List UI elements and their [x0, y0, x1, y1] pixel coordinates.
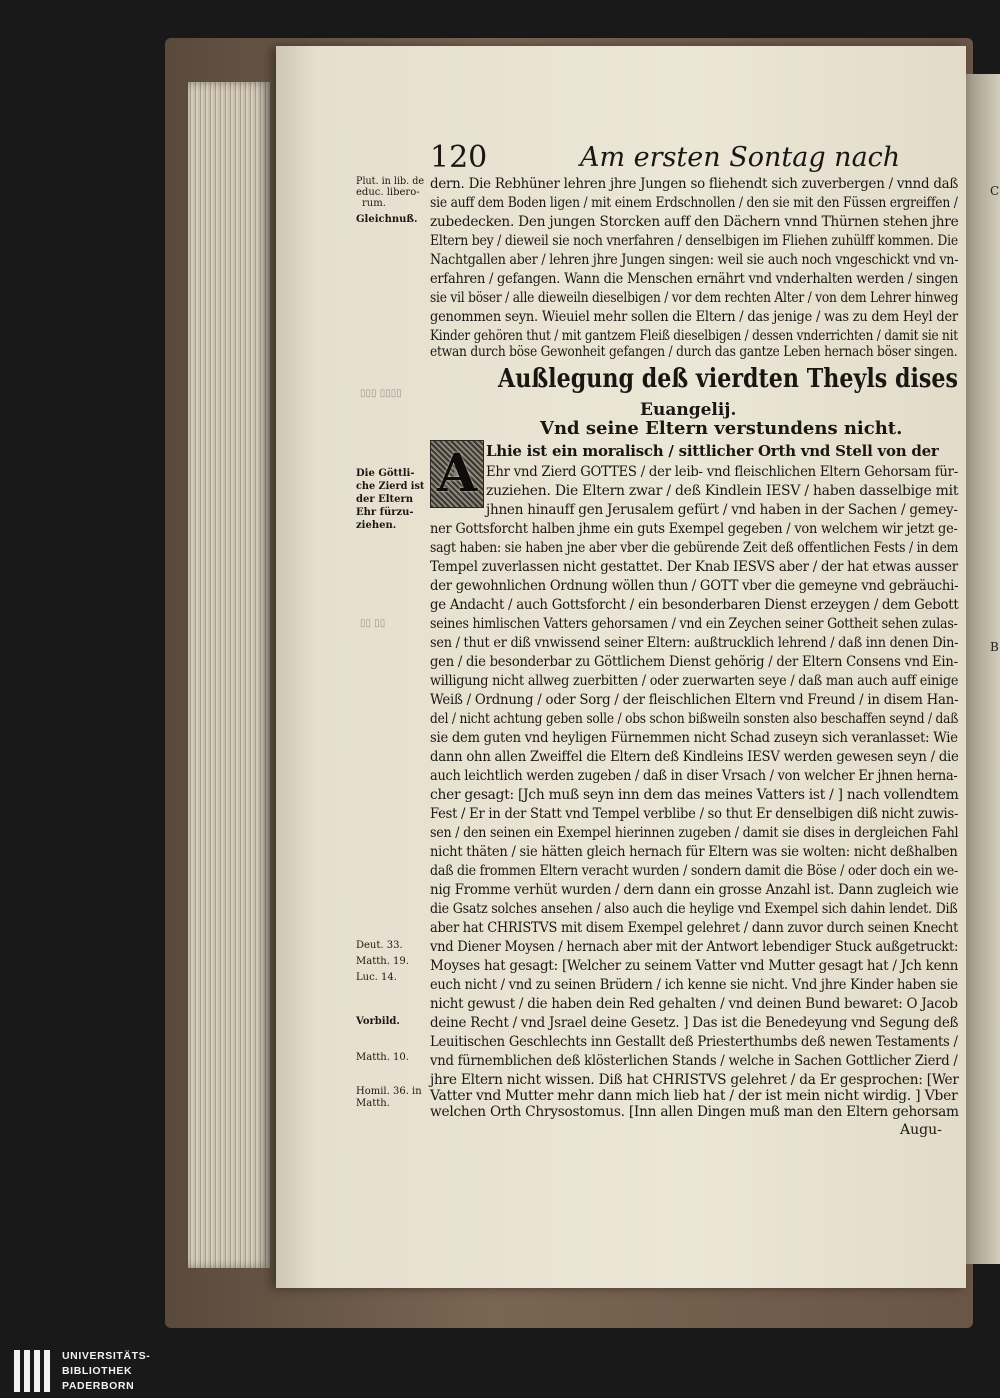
- body-line: sen / thut er diß vnwissend seiner Eltern: außtrucklich lehrend / daß inn denen Din-: [430, 635, 959, 651]
- body-line: die Gsatz solches ansehen / also auch die heylige vnd Exempel sich dahin lendet. Diß: [430, 901, 958, 917]
- decorated-initial: [430, 440, 484, 508]
- facing-page-mark: B: [990, 640, 999, 654]
- body-line: Lhie ist ein moralisch / sittlicher Orth vnd Stell von der: [486, 442, 939, 460]
- margin-note: che Zierd ist: [356, 481, 425, 492]
- margin-note: ziehen.: [356, 520, 397, 531]
- body-line: euch nicht / vnd zu seinen Brüdern / ich kenne sie nicht. Vnd jhre Kinder haben sie: [430, 977, 958, 993]
- body-line: nicht thäten / sie hätten gleich hernach für Eltern was sie wolten: nicht deßhalben: [430, 844, 958, 860]
- body-line: jhnen hinauff gen Jerusalem gefürt / vnd haben in der Sachen / gemey-: [486, 502, 958, 518]
- body-line: Moyses hat gesagt: [Welcher zu seinem Vatter vnd Mutter gesagt hat / Jch kenn: [430, 958, 959, 974]
- body-line: Vatter vnd Mutter mehr dann mich lieb hat / der ist mein nicht wirdig. ] Vber: [430, 1088, 958, 1104]
- body-line: etwan durch böse Gewonheit gefangen / durch das gantze Leben hernach böser singen.: [430, 344, 958, 360]
- body-line: vnd Diener Moysen / hernach aber mit der Antwort lebendiger Stuck außgetruckt:: [430, 939, 959, 955]
- body-line: Ehr vnd Zierd GOTTES / der leib- vnd fleischlichen Eltern Gehorsam für-: [486, 464, 958, 480]
- margin-note: Die Göttli-: [356, 468, 415, 479]
- body-line: Weiß / Ordnung / oder Sorg / der fleischlichen Eltern vnd Freund / in disem Han-: [430, 692, 959, 708]
- body-line: deine Recht / vnd Jsrael deine Gesetz. ] Das ist die Benedeyung vnd Segung deß: [430, 1015, 959, 1031]
- body-line: nig Fromme verhüt wurden / dern dann ein grosse Anzahl ist. Dann zugleich wie: [430, 882, 959, 898]
- body-line: dann ohn allen Zweiffel die Eltern deß Kindleins IESV werden gewesen seyn / die: [430, 749, 959, 765]
- library-name-line: BIBLIOTHEK: [62, 1365, 133, 1377]
- margin-note: Matth. 19.: [356, 956, 409, 967]
- body-line: erfahren / gefangen. Wann die Menschen ernährt vnd vnderhalten werden / singen: [430, 271, 959, 287]
- margin-note: Gleichnuß.: [356, 214, 418, 225]
- body-line: Leuitischen Geschlechts inn Gestallt deß Priesterthumbs deß newen Testaments /: [430, 1034, 958, 1050]
- body-line: welchen Orth Chrysostomus. [Inn allen Dingen muß man den Eltern gehorsam: [430, 1104, 959, 1120]
- body-line: ner Gottsforcht halben jhme ein guts Exempel gegeben / von welchem wir jetzt ge-: [430, 521, 958, 537]
- catchword: Augu-: [900, 1122, 942, 1138]
- margin-note: Luc. 14.: [356, 972, 397, 983]
- body-line: sagt haben: sie haben jne aber vber die gebürende Zeit deß offentlichen Fests / in dem: [430, 540, 959, 556]
- body-line: Tempel zuverlassen nicht gestattet. Der Knab IESVS aber / der hat etwas ausser: [430, 559, 958, 575]
- margin-note: Matth.: [356, 1098, 390, 1109]
- initial-letter: A: [436, 443, 478, 504]
- library-logo-icon: [12, 1348, 54, 1394]
- margin-note: Ehr fürzu-: [356, 507, 414, 518]
- library-name-line: UNIVERSITÄTS-: [62, 1350, 151, 1362]
- body-line: der gewohnlichen Ordnung wöllen thun / GOTT vber die gemeyne vnd gebräuchi-: [430, 578, 959, 594]
- running-title: Am ersten Sontag nach: [580, 142, 901, 173]
- body-line: daß die frommen Eltern veracht wurden / sondern damit die Böse / oder doch ein we-: [430, 863, 959, 879]
- show-through-text: ▯▯ ▯▯: [360, 618, 386, 629]
- body-line: zuziehen. Die Eltern zwar / deß Kindlein IESV / haben dasselbige mit: [486, 483, 959, 499]
- scripture-verse-heading: Vnd seine Eltern verstundens nicht.: [540, 418, 903, 439]
- body-line: aber hat CHRISTVS mit disem Exempel gelehret / dann zuvor durch seinen Knecht: [430, 920, 959, 936]
- body-line: auch leichtlich werden zugeben / daß in diser Vrsach / von welcher Er jhnen herna-: [430, 768, 958, 784]
- margin-note: educ. libero-: [356, 187, 420, 198]
- body-line: ge Andacht / auch Gottsforcht / ein besonderbaren Dienst erzeygen / dem Gebott: [430, 597, 959, 613]
- margin-note: Matth. 10.: [356, 1052, 409, 1063]
- body-line: willigung nicht allweg zuerbitten / oder zuerwarten seye / daß man auch auff einige: [430, 673, 959, 689]
- body-line: dern. Die Rebhüner lehren jhre Jungen so fliehendt sich zuverbergen / vnnd daß: [430, 176, 959, 192]
- margin-note: Deut. 33.: [356, 940, 403, 951]
- margin-note: der Eltern: [356, 494, 414, 505]
- page-number: 120: [430, 140, 488, 175]
- body-line: Nachtgallen aber / lehren jhre Jungen singen: weil sie auch noch vngeschickt vnd vn-: [430, 252, 959, 268]
- body-line: nicht gewust / die haben dein Red gehalten / vnd deinen Bund bewaret: O Jacob: [430, 996, 958, 1012]
- page-edges: [188, 82, 270, 1268]
- body-line: gen / die besonderbar zu Göttlichem Dienst gehörig / der Eltern Consens vnd Ein-: [430, 654, 958, 670]
- section-heading: Außlegung deß vierdten Theyls dises: [498, 364, 958, 394]
- body-line: jhre Eltern nicht wissen. Diß hat CHRISTVS gelehret / da Er gesprochen: [Wer: [430, 1072, 959, 1088]
- body-line: Kinder gehören thut / mit gantzem Fleiß dieselbigen / dessen vnderrichten / damit sie nit: [430, 328, 958, 344]
- body-line: sen / den seinen ein Exempel hierinnen zugeben / damit sie dises in dergleichen Fahl: [430, 825, 959, 841]
- margin-note: rum.: [362, 198, 386, 209]
- body-line: sie vil böser / alle dieweiln dieselbigen / vor dem rechten Alter / von dem Lehrer hinweg: [430, 290, 959, 306]
- body-line: cher gesagt: [Jch muß seyn inn dem das meines Vatters ist / ] nach vollendtem: [430, 787, 959, 803]
- body-line: sie dem guten vnd heyligen Fürnemmen nicht Schad zuseyn sich veranlasset: Wie: [430, 730, 958, 746]
- facing-page-mark: C: [990, 184, 1000, 198]
- body-line: del / nicht achtung geben solle / obs schon bißweiln sonsten also beschaffen seynd / daß: [430, 711, 959, 727]
- library-name-line: PADERBORN: [62, 1380, 135, 1392]
- margin-note: Plut. in lib. de: [356, 176, 425, 187]
- body-line: genommen seyn. Wieuiel mehr sollen die Eltern / das jenige / was zu dem Heyl der: [430, 309, 958, 325]
- body-line: seines himlischen Vatters gehorsamen / vnd ein Zeychen seiner Gottheit sehen zulas-: [430, 616, 958, 632]
- margin-note: Homil. 36. in: [356, 1086, 422, 1097]
- body-line: zubedecken. Den jungen Storcken auff den Dächern vnnd Thürnen stehen jhre: [430, 214, 959, 230]
- body-line: vnd fürnemblichen deß klösterlichen Stands / welche in Sachen Gottlicher Zierd /: [430, 1053, 958, 1069]
- body-line: Fest / Er in der Statt vnd Tempel verblibe / so thut Er denselbigen diß nicht zuwis-: [430, 806, 959, 822]
- body-line: sie auff dem Boden ligen / mit einem Erdschnollen / den sie mit den Füssen ergreiffen /: [430, 195, 958, 211]
- show-through-text: ▯▯▯ ▯▯▯▯: [360, 388, 402, 399]
- body-line: Eltern bey / dieweil sie noch vnerfahren / denselbigen im Fliehen zuhülff kommen. Die: [430, 233, 959, 249]
- margin-note: Vorbild.: [356, 1016, 400, 1027]
- facing-page-edge: [966, 74, 1000, 1264]
- section-heading-sub: Euangelij.: [640, 400, 737, 420]
